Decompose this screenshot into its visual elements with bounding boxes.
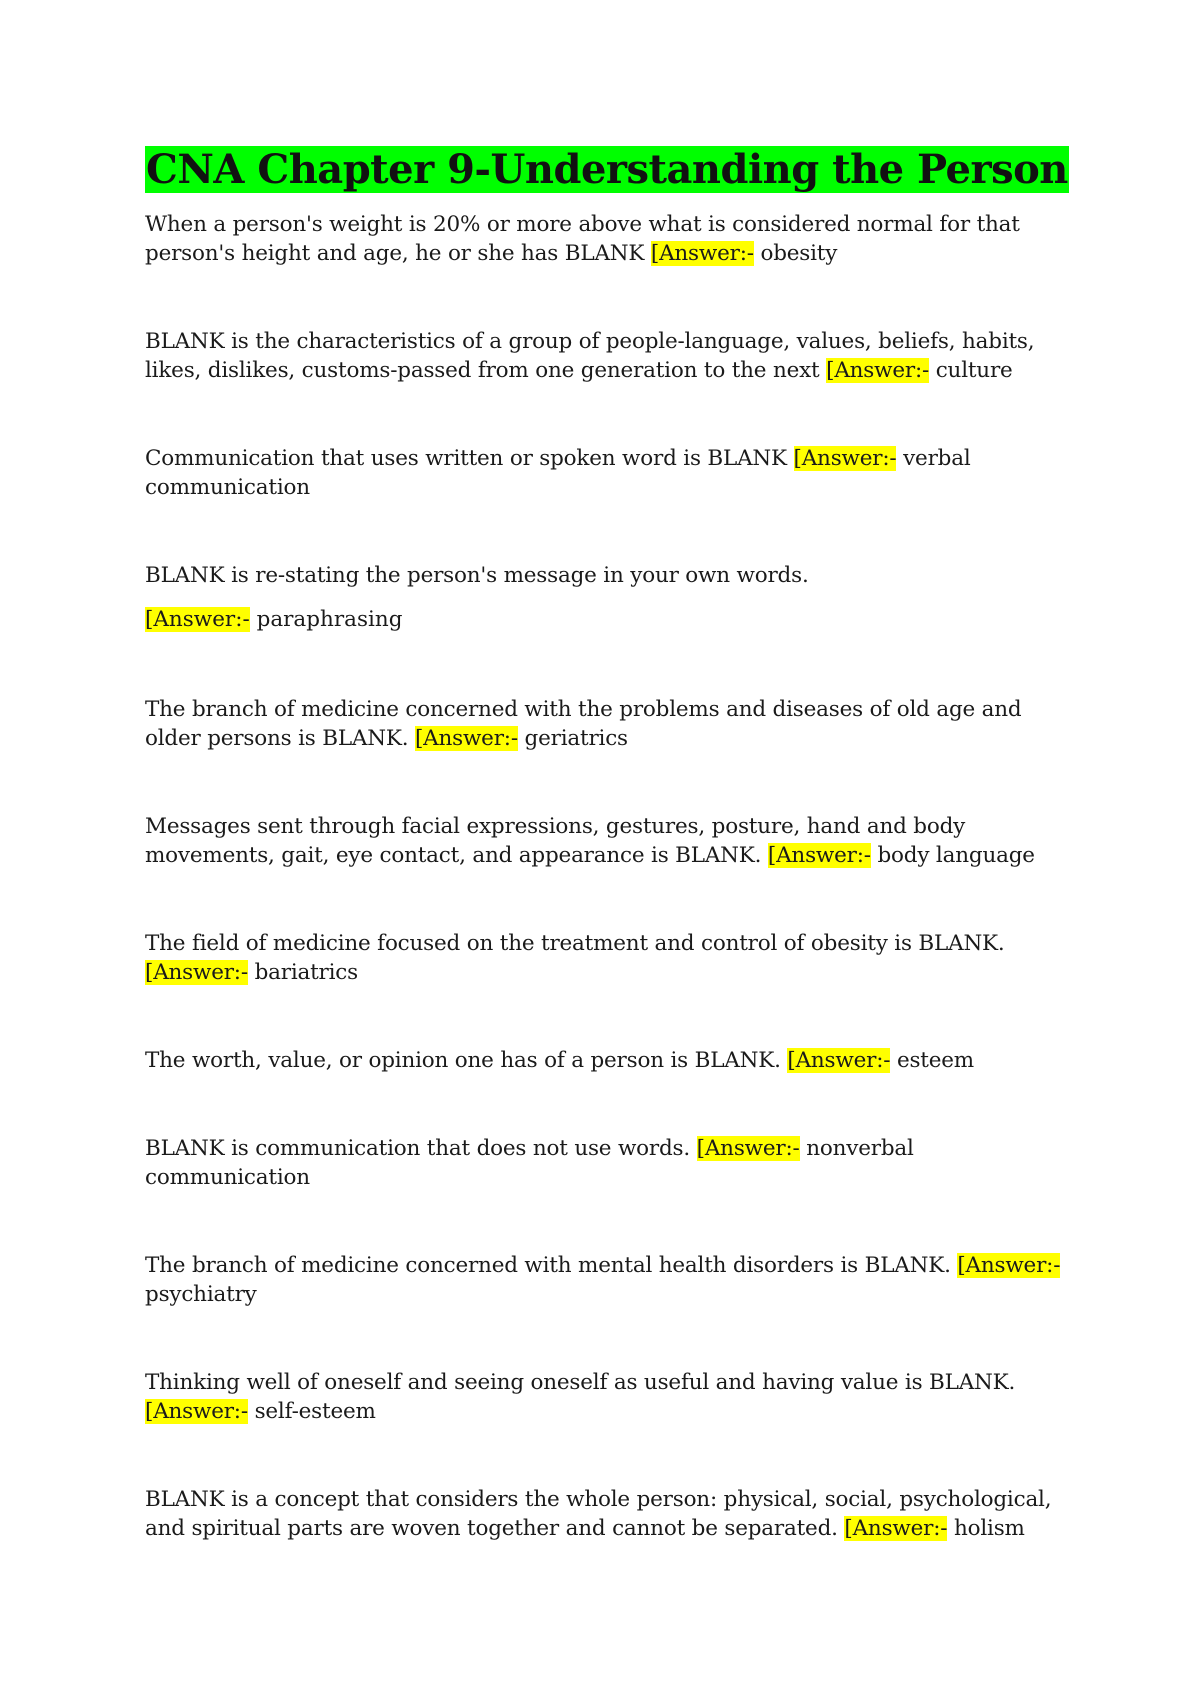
qa-item-4-answer: [145, 605, 402, 634]
answer-text: psychiatry: [145, 1282, 257, 1307]
answer-label: [Answer:-: [696, 1136, 800, 1161]
question-text: Messages sent through facial expressions, gestures, posture, hand and body movements, gait, eye contact, and appearance is BLANK.: [145, 814, 966, 868]
answer-label: [Answer:-: [767, 843, 871, 868]
qa-item-6: [145, 812, 1065, 870]
question-text: BLANK is communication that does not use words.: [145, 1136, 691, 1161]
answer-text: paraphrasing: [256, 607, 403, 632]
answer-text: verbal communication: [145, 446, 971, 500]
answer-text: bariatrics: [254, 960, 358, 985]
answer-label: [Answer:-: [414, 726, 518, 751]
qa-item-1: [145, 210, 1065, 268]
answer-text: body language: [877, 843, 1035, 868]
qa-item-7: [145, 929, 1065, 987]
question-text: The branch of medicine concerned with the problems and diseases of old age and older persons is BLANK.: [145, 697, 1022, 751]
qa-item-11: [145, 1368, 1065, 1426]
answer-label: [Answer:-: [787, 1048, 891, 1073]
qa-item-8: [145, 1046, 1065, 1075]
question-text: BLANK is a concept that considers the whole person: physical, social, psychological, and spiritual parts are woven together and cannot be separated.: [145, 1487, 1052, 1541]
question-text: The worth, value, or opinion one has of a person is BLANK.: [145, 1048, 781, 1073]
answer-text: holism: [953, 1516, 1025, 1541]
question-text: When a person's weight is 20% or more above what is considered normal for that person's height and age, he or she has BLANK: [145, 212, 1020, 266]
answer-label: [Answer:-: [145, 1399, 248, 1424]
answer-label: [Answer:-: [793, 446, 897, 471]
qa-item-12: [145, 1485, 1065, 1543]
answer-text: culture: [935, 358, 1013, 383]
qa-item-9: [145, 1134, 1065, 1192]
answer-label: [Answer:-: [957, 1253, 1061, 1278]
answer-text: obesity: [760, 241, 838, 266]
question-text: Thinking well of oneself and seeing oneself as useful and having value is BLANK.: [145, 1370, 1016, 1395]
answer-label: [Answer:-: [826, 358, 930, 383]
answer-label: [Answer:-: [145, 607, 250, 632]
answer-label: [Answer:-: [650, 241, 754, 266]
answer-text: esteem: [896, 1048, 974, 1073]
qa-item-3: [145, 444, 1065, 502]
answer-text: geriatrics: [524, 726, 628, 751]
qa-item-10: [145, 1251, 1065, 1309]
question-text: The field of medicine focused on the treatment and control of obesity is BLANK.: [145, 931, 1005, 956]
answer-label: [Answer:-: [145, 960, 248, 985]
question-text: The branch of medicine concerned with mental health disorders is BLANK.: [145, 1253, 951, 1278]
qa-item-2: [145, 327, 1065, 385]
document-title-text: CNA Chapter 9-Understanding the Person: [146, 146, 1068, 193]
answer-text: nonverbal communication: [145, 1136, 914, 1190]
qa-item-5: [145, 695, 1065, 753]
answer-text: self-esteem: [254, 1399, 376, 1424]
question-text: BLANK is re-stating the person's message in your own words.: [145, 563, 809, 588]
document-title: [145, 145, 1069, 195]
qa-item-4: [145, 561, 1065, 590]
question-text: Communication that uses written or spoken word is BLANK: [145, 446, 787, 471]
answer-label: [Answer:-: [844, 1516, 948, 1541]
question-text: BLANK is the characteristics of a group of people-language, values, beliefs, habits, likes, dislikes, customs-passed from one generation to the next: [145, 329, 1035, 383]
